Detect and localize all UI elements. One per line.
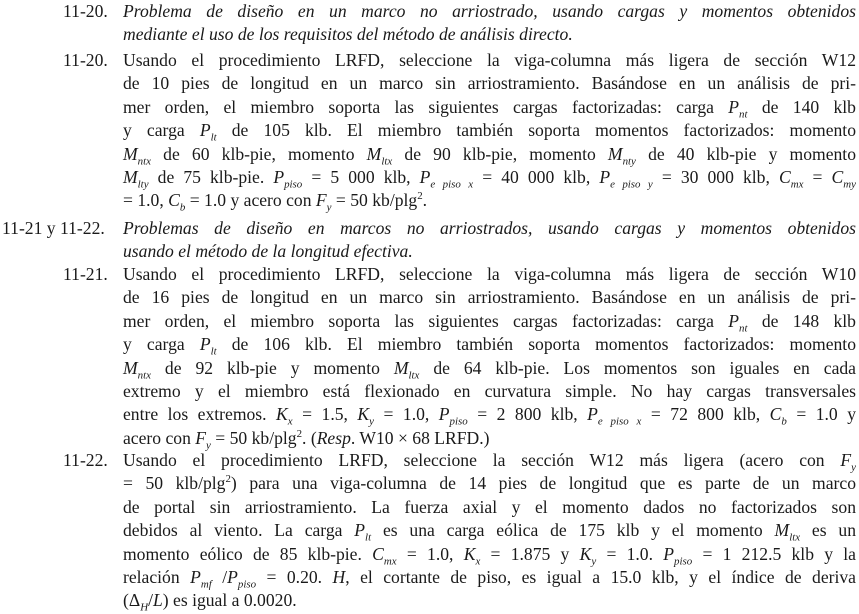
text-line: Problemas de diseño en marcos no arriostrados, usando cargas y momentos obtenidos [123,218,856,238]
problem-heading-text [123,0,856,47]
text-line: momento eólico de 85 klb-pie. $C_{mx} = 1.0$, $K_x = 1.875$ y $K_y = 1.0$. $P_{piso} = 1$ 212.5 klb y la [123,543,856,568]
problem-heading-text [123,217,856,264]
text-line: acero con $F_y = 50$ kb/plg$^2$. (Resp. W10 × 68 LRFD.) [123,427,490,452]
problem-body [123,263,856,450]
text-line: Usando el procedimiento LRFD, seleccione la viga-columna más ligera de sección W10 [123,264,856,284]
text-line: $(\Delta_H/L)$ es igual a 0.0020. [123,590,297,614]
text-line: usando el método de la longitud efectiva. [123,241,413,262]
problem-number: 11-20. [63,1,108,21]
text-line: entre los extremos. $K_x = 1.5$, $K_y = 1.0$, $P_{piso} = 2$ 800 klb, $P_{e piso x} = 72$ 800 klb, $C_b = 1.0$ y [123,404,856,428]
text-line: $M_{ntx}$ de 92 klb-pie y momento $M_{ltx}$ de 64 klb-pie. Los momentos son iguales en cada [123,357,856,382]
text-line: y carga $P_{lt}$ de 106 klb. El miembro también soporta momentos factorizados: momento [123,334,856,358]
text-line: mer orden, el miembro soporta las siguientes cargas factorizadas: carga $P_{nt}$ de 148 klb [123,310,856,335]
text-line: $M_{ntx}$ de 60 klb-pie, momento $M_{ltx}$ de 90 klb-pie, momento $M_{nty}$ de 40 klb-pie y momento [123,143,856,168]
text-line: $M_{lty}$ de 75 klb-pie. $P_{piso} = 5$ 000 klb, $P_{e piso x} = 40$ 000 klb, $P_{e piso y} = 30$ 000 klb, $C_{mx} = C_{my}$ [123,167,856,191]
text-line: Usando el procedimiento LRFD, seleccione la sección W12 más ligera (acero con $F_y$ [123,450,856,474]
text-line: de 16 pies de longitud en un marco sin arriostramiento. Basándose en un análisis de pri- [123,287,856,308]
problem-body [123,449,856,613]
text-line: debidos al viento. La carga $P_{lt}$ es una carga eólica de 175 klb y el momento $M_{ltx}$ es un [123,520,857,544]
text-line: = 50 klb/plg$^2$) para una viga-columna de 14 pies de longitud que es parte de un marco [123,473,856,494]
text-line: de portal sin arriostramiento. La fuerza axial y el momento dados no factorizados son [123,496,856,517]
text-line: mer orden, el miembro soporta las siguientes cargas factorizadas: carga $P_{nt}$ de 140 klb [123,96,856,121]
text-line: Problema de diseño en un marco no arriostrado, usando cargas y momentos obtenidos [123,1,856,21]
problem-number: 11-21 y 11-22. [2,218,105,238]
text-line: = 1.0, $C_b = 1.0$ y acero con $F_y = 50$ kb/plg$^2$. [123,190,428,214]
problem-number: 11-22. [63,450,108,470]
text-line: Usando el procedimiento LRFD, seleccione la viga-columna más ligera de sección W12 [123,50,856,70]
text-line: extremo y el miembro está flexionado en curvatura simple. No hay cargas transversales [123,381,856,402]
problem-number: 11-20. [63,50,108,70]
text-line: relación $P_{mf}$ $/P_{piso} = 0.20$. H, el cortante de piso, es igual a 15.0 klb, y el índice de deriva [123,567,856,591]
text-line: y carga $P_{lt}$ de 105 klb. El miembro también soporta momentos factorizados: momento [123,120,856,144]
problem-body [123,49,856,213]
text-line: mediante el uso de los requisitos del método de análisis directo. [123,24,573,45]
problem-number: 11-21. [63,264,108,284]
text-line: de 10 pies de longitud en un marco sin arriostramiento. Basándose en un análisis de pri- [123,73,856,94]
